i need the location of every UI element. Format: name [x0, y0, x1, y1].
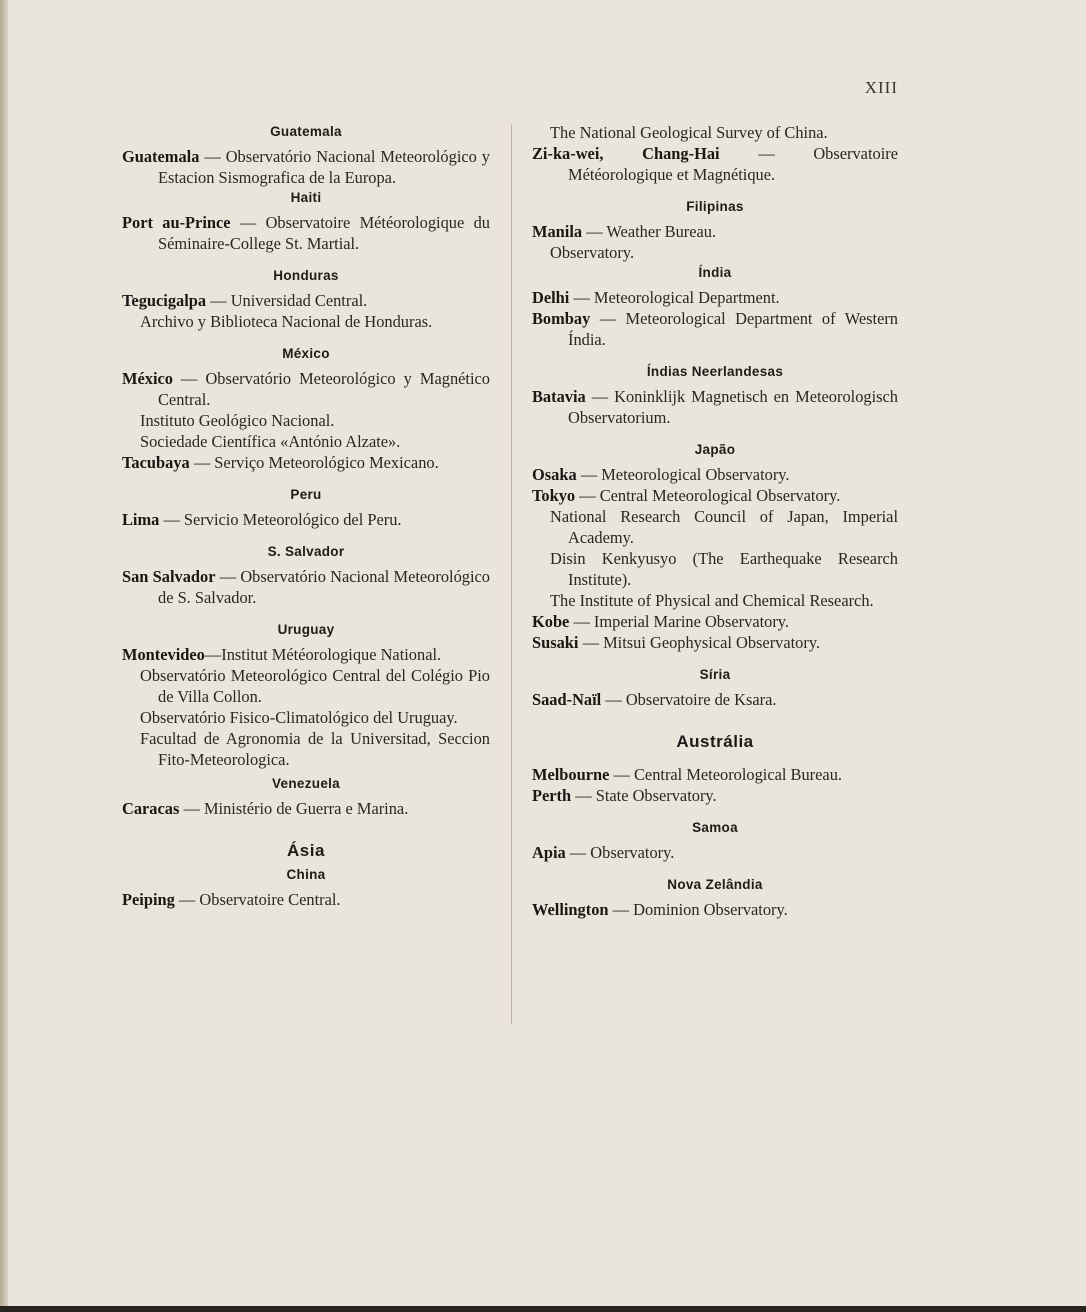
- entry-text: — Observatory.: [565, 843, 675, 862]
- place-name: Zi-ka-wei, Chang-Hai: [532, 144, 720, 163]
- entry-tacubaya: [122, 452, 490, 473]
- entry-text: — Koninklijk Magnetisch en Meteorologisch Observatorium.: [568, 387, 898, 427]
- sub-entry: Observatory.: [550, 243, 635, 262]
- section-header-nova-zelandia: Nova Zelândia: [667, 877, 763, 892]
- entry-peiping: [122, 889, 490, 910]
- place-name: San Salvador: [122, 567, 216, 586]
- entry-text: — Observatoire Central.: [174, 890, 341, 909]
- place-name: Montevideo: [122, 645, 205, 664]
- entry-text: — Weather Bureau.: [582, 222, 717, 241]
- place-name: Manila: [532, 222, 583, 241]
- entry-san-salvador: [122, 566, 490, 608]
- entry-text: — Observatoire Météorologique et Magnétique.: [568, 144, 898, 184]
- section-header-peru: Peru: [290, 487, 322, 502]
- entry-port-au-prince: [122, 212, 490, 254]
- place-name: Perth: [532, 786, 572, 805]
- place-name: Melbourne: [532, 765, 610, 784]
- entry-text: — Observatório Nacional Meteorológico y Estacion Sismografica de la Europa.: [158, 147, 490, 187]
- entry-montevideo: [122, 644, 490, 665]
- entry-text: — Meteorological Department of Western Índia.: [568, 309, 898, 349]
- entry-apia: [532, 842, 898, 863]
- section-header-japao: Japão: [694, 442, 736, 457]
- entry-tokyo: [532, 485, 898, 506]
- entry-text: — Observatoire Météorologique du Séminaire-College St. Martial.: [158, 213, 490, 253]
- entry-text: — Meteorological Department.: [569, 288, 780, 307]
- entry-text: — Mitsui Geophysical Observatory.: [578, 633, 821, 652]
- page-number: XIII: [864, 78, 898, 97]
- sub-entry: The National Geological Survey of China.: [550, 123, 828, 142]
- entry-saad-nail: [532, 689, 898, 710]
- entry-susaki: [532, 632, 898, 653]
- section-header-india: Índia: [698, 265, 732, 280]
- section-header-filipinas: Filipinas: [686, 199, 744, 214]
- section-header-haiti: Haiti: [290, 190, 322, 205]
- entry-text: — Observatório Nacional Meteorológico de S. Salvador.: [158, 567, 490, 607]
- region-header-australia: Austrália: [676, 732, 754, 751]
- sub-entry: The Institute of Physical and Chemical Research.: [550, 591, 874, 610]
- section-header-salvador: S. Salvador: [267, 544, 345, 559]
- entry-melbourne: [532, 764, 898, 785]
- entry-wellington: [532, 899, 898, 920]
- region-header-asia: Ásia: [287, 841, 325, 860]
- entry-text: — Serviço Meteorológico Mexicano.: [189, 453, 439, 472]
- entry-guatemala: [122, 146, 490, 188]
- place-name: Saad-Naïl: [532, 690, 602, 709]
- sub-entry: Sociedade Científica «António Alzate».: [140, 432, 401, 451]
- sub-entry: National Research Council of Japan, Imperial Academy.: [550, 507, 898, 547]
- entry-text: — Dominion Observatory.: [608, 900, 788, 919]
- section-header-indias-neerlandesas: Índias Neerlandesas: [646, 364, 784, 379]
- section-header-uruguay: Uruguay: [277, 622, 335, 637]
- section-header-samoa: Samoa: [692, 820, 738, 835]
- entry-text: —Institut Météorologique National.: [204, 645, 442, 664]
- place-name: Wellington: [532, 900, 609, 919]
- entry-delhi: [532, 287, 898, 308]
- page-bottom-edge: [0, 1306, 1086, 1312]
- entry-text: — Meteorological Observatory.: [576, 465, 790, 484]
- place-name: Delhi: [532, 288, 570, 307]
- place-name: Port au-Prince: [122, 213, 231, 232]
- entry-zi-ka-wei: [532, 143, 898, 185]
- entry-bombay: [532, 308, 898, 350]
- entry-manila: [532, 221, 898, 242]
- entry-kobe: [532, 611, 898, 632]
- place-name: Tegucigalpa: [122, 291, 207, 310]
- section-header-mexico: México: [282, 346, 330, 361]
- sub-entry: Observatório Meteorológico Central del Colégio Pio de Villa Collon.: [140, 666, 490, 706]
- sub-entry: Observatório Fisico-Climatológico del Uruguay.: [140, 708, 458, 727]
- sub-entry: Instituto Geológico Nacional.: [140, 411, 335, 430]
- section-header-venezuela: Venezuela: [272, 776, 340, 791]
- place-name: Susaki: [532, 633, 579, 652]
- entry-text: — Central Meteorological Observatory.: [575, 486, 841, 505]
- column-divider: [511, 124, 512, 1024]
- sub-entry: Disin Kenkyusyo (The Earthequake Research Institute).: [550, 549, 898, 589]
- entry-caracas: [122, 798, 490, 819]
- place-name: Guatemala: [122, 147, 200, 166]
- section-header-honduras: Honduras: [273, 268, 339, 283]
- place-name: Batavia: [532, 387, 586, 406]
- place-name: Tokyo: [532, 486, 576, 505]
- page-binding-edge: [0, 0, 8, 1312]
- entry-text: — Central Meteorological Bureau.: [609, 765, 842, 784]
- place-name: México: [122, 369, 173, 388]
- entry-mexico: [122, 368, 490, 410]
- place-name: Peiping: [122, 890, 175, 909]
- place-name: Kobe: [532, 612, 570, 631]
- section-header-guatemala: Guatemala: [270, 124, 342, 139]
- entry-text: — Observatório Meteorológico y Magnético Central.: [158, 369, 490, 409]
- entry-text: — Servicio Meteorológico del Peru.: [159, 510, 402, 529]
- place-name: Osaka: [532, 465, 577, 484]
- left-column: [122, 122, 490, 910]
- entry-text: — Observatoire de Ksara.: [601, 690, 777, 709]
- place-name: Apia: [532, 843, 566, 862]
- entry-lima: [122, 509, 490, 530]
- place-name: Lima: [122, 510, 160, 529]
- entry-batavia: [532, 386, 898, 428]
- place-name: Bombay: [532, 309, 591, 328]
- section-header-china: China: [286, 867, 326, 882]
- entry-osaka: [532, 464, 898, 485]
- sub-entry: Archivo y Biblioteca Nacional de Honduras.: [140, 312, 433, 331]
- entry-text: — Universidad Central.: [206, 291, 368, 310]
- section-header-siria: Síria: [699, 667, 731, 682]
- sub-entry: Facultad de Agronomia de la Universitad, Seccion Fito-Meteorologica.: [140, 729, 490, 769]
- entry-text: — Imperial Marine Observatory.: [569, 612, 790, 631]
- place-name: Tacubaya: [122, 453, 190, 472]
- entry-tegucigalpa: [122, 290, 490, 311]
- entry-text: — State Observatory.: [571, 786, 717, 805]
- entry-text: — Ministério de Guerra e Marina.: [179, 799, 409, 818]
- place-name: Caracas: [122, 799, 180, 818]
- right-column: [532, 122, 898, 920]
- entry-perth: [532, 785, 898, 806]
